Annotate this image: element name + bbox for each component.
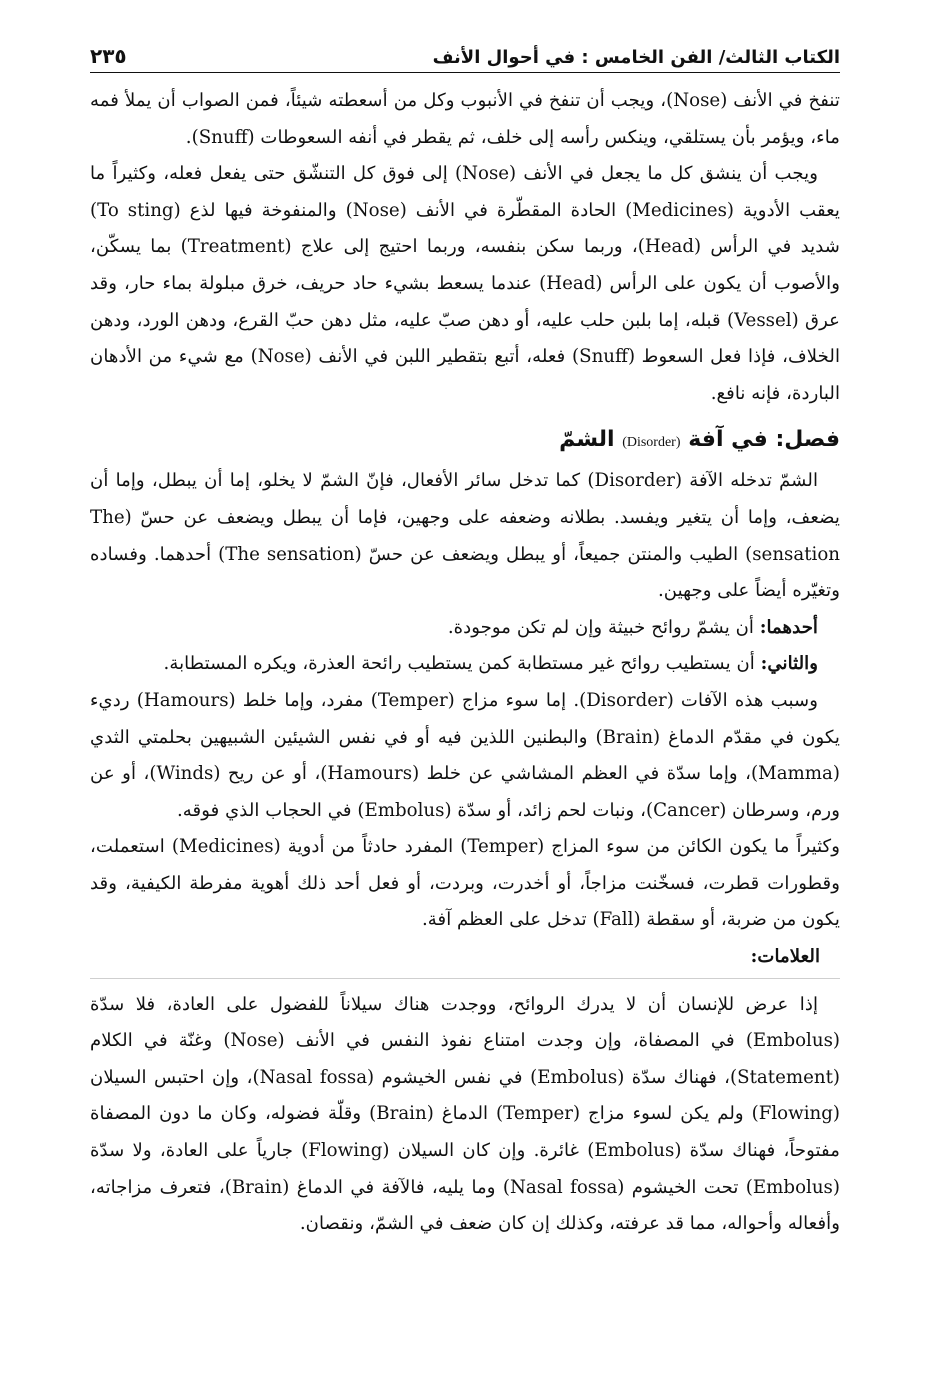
first-kind-text: أن يشمّ روائح خبيثة وإن لم تكن موجودة. xyxy=(447,616,754,638)
paragraph-nose-insufflation: تنفخ في الأنف (Nose)، ويجب أن تنفخ في الأنبوب وكل من أسعطته شيئاً، فمن الصواب أن يملأ فمه ماء، ويؤمر بأن يستلقي، وينكس رأسه إلى خلف، ثم يقطر في أنفه السعوطات (Snuff). xyxy=(90,90,840,148)
paragraph-signs: إذا عرض للإنسان أن لا يدرك الروائح، ووجدت هناك سيلاناً للفضول على العادة، فلا سدّة (Embolus) في المصفاة، وإن وجدت امتناع نفوذ النفس في الأنف (Nose) وغنّة في الكلام (Statement)، فهناك سدّة (Embolus) في نفس الخيشوم (Nasal fossa)، وإن احتبس السيلان (Flowing) ولم يكن لسوء مزاج (Temper) الدماغ (Brain) وقلّة فضوله، وكان ما دون المصفاة مفتوحاً، فهناك سدّة (Embolus) غائرة. وإن كان السيلان (Flowing) جارياً على العادة، ولا سدّة (Embolus) تحت الخيشوم (Nasal fossa) وما يليه، فالآفة في الدماغ (Brain)، فتعرف مزاجاته، وأفعاله وأحواله، مما قد عرفته، وكذلك إن كان ضعف في الشمّ، ونقصان. xyxy=(90,993,841,1235)
section-heading-prefix: فصل: في آفة xyxy=(688,427,840,453)
paragraph-smell-disorder: الشمّ تدخله الآفة (Disorder) كما تدخل سائر الأفعال، فإنّ الشمّ لا يخلو، إما أن يبطل، وإما أن يضعف، وإما أن يتغير ويفسد. بطلانه وضعفه على وجهين، فإما أن يبطل ويضعف عن حسّ (The sensation) الطيب والمنتن جميعاً، أو يبطل ويضعف عن حسّ (The sensation) أحدهما. وفساده وتغيّره أيضاً على وجهين. xyxy=(90,470,840,602)
signs-heading: العلامات: xyxy=(750,946,820,968)
paragraph-causes: وسبب هذه الآفات (Disorder). إما سوء مزاج (Temper) مفرد، وإما خلط (Hamours) رديء يكون في مقدّم الدماغ (Brain) والبطنين اللذين فيه أو في نفس الشيئين الشبيهين بحلمتي الثدي (Mamma)، وإما سدّة في العظم المشاشي عن خلط (Hamours)، أو عن ريح (Winds)، أو عن ورم، وسرطان (Cancer)، ونبات لحم زائد، أو سدّة (Embolus) في الحجاب الذي فوقه. xyxy=(90,689,841,821)
chapter-title: الكتاب الثالث/ الفن الخامس : في أحوال الأنف xyxy=(432,47,840,68)
section-heading xyxy=(90,420,840,463)
first-kind-label: أحدهما: xyxy=(759,616,818,638)
running-header xyxy=(90,28,840,73)
second-kind-text: أن يستطيب روائح غير مستطابة كمن يستطيب رائحة العذرة، ويكره المستطابة. xyxy=(163,653,755,675)
section-heading-english: (Disorder) xyxy=(622,435,681,451)
second-kind-label: والثاني: xyxy=(760,653,818,675)
paragraph-inhalation: ويجب أن ينشق كل ما يجعل في الأنف (Nose) إلى فوق كل التنشّق حتى يفعل فعله، وكثيراً ما يعقب الأدوية (Medicines) الحادة المقطّرة في الأنف (Nose) والمنفوخة فيها لذع (To sting) شديد في الرأس (Head)، وربما سكن بنفسه، وربما احتيج إلى علاج (Treatment) بما يسكّن، والأصوب أن يكون على الرأس (Head) عندما يسعط بشيء حاد حريف، خرق مبلولة بماء حار، وقد عرق (Vessel) قبله، إما بلبن حلب عليه، أو دهن صبّ عليه، مثل دهن حبّ القرع، ودهن الورد، ودهن الخلاف، فإذا فعل السعوط (Snuff) فعله، أتبع بتقطير اللبن في الأنف (Nose) مع شيء من الأدهان الباردة، فإنه نافع. xyxy=(90,163,841,404)
body-text xyxy=(90,83,840,1243)
book-page xyxy=(90,28,840,1368)
page-number: ٢٣٥ xyxy=(90,44,127,68)
paragraph-second-kind xyxy=(90,646,840,683)
paragraph-causes-continued: وكثيراً ما يكون الكائن من سوء المزاج (Temper) المفرد حادثاً من أدوية (Medicines) استعملت، وقطورات قطرت، فسخّنت مزاجاً، أو أخدرت، وبردت، أو فعل أحد ذلك أهوية مفرطة الكيفية، وقد يكون من ضربة، أو سقطة (Fall) تدخل على العظم آفة. xyxy=(90,836,841,931)
signs-divider xyxy=(90,978,840,979)
section-heading-suffix: الشمّ xyxy=(559,427,615,453)
paragraph-first-kind xyxy=(90,610,840,647)
